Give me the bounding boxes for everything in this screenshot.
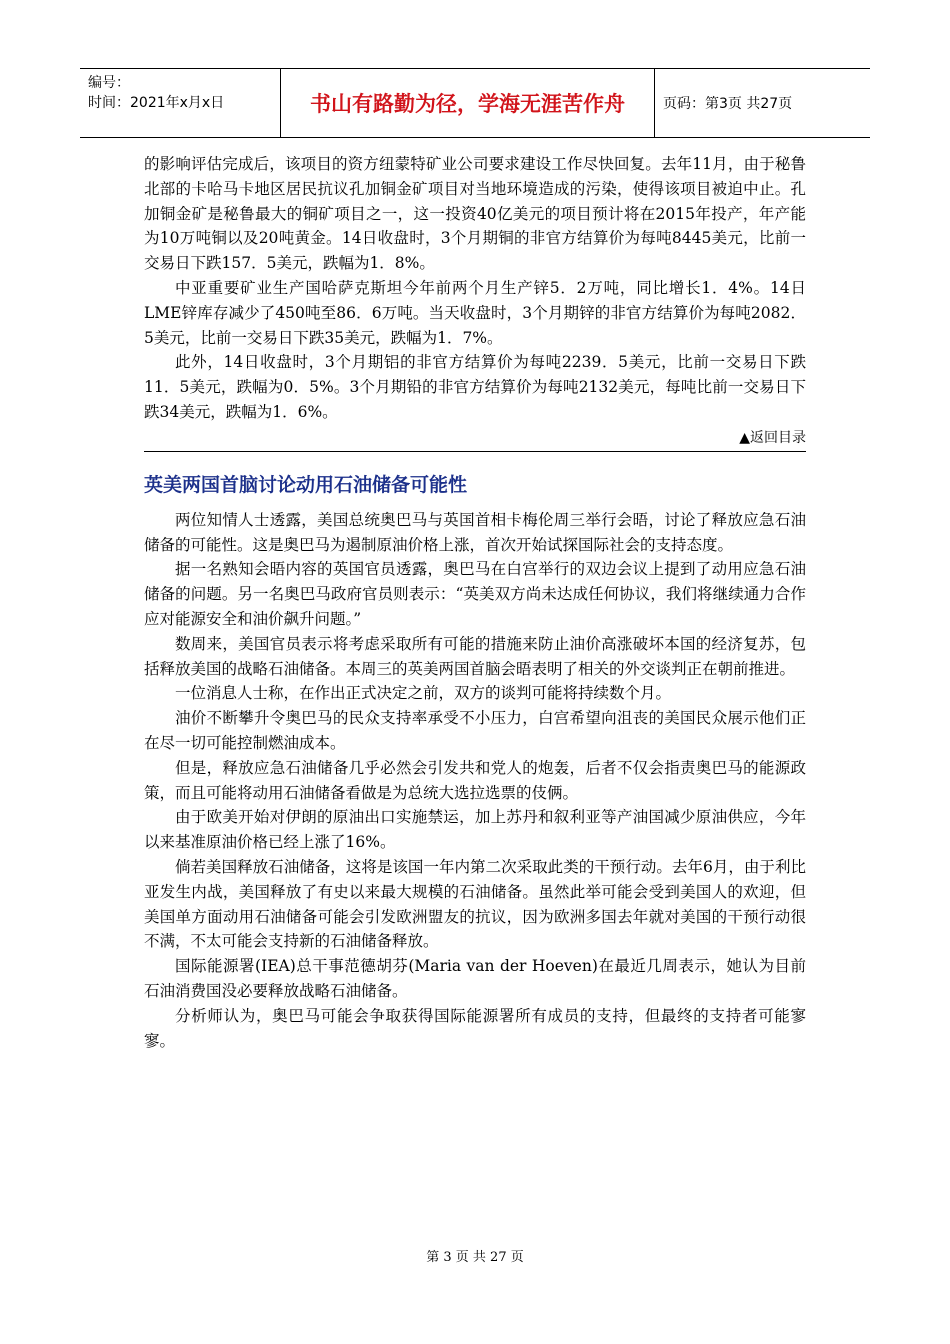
document-body xyxy=(144,152,806,1053)
paragraph: 数周来，美国官员表示将考虑采取所有可能的措施来防止油价高涨破坏本国的经济复苏，包括释放美国的战略石油储备。本周三的英美两国首脑会晤表明了相关的外交谈判正在朝前推进。 xyxy=(144,634,806,678)
time-label: 时间：2021年x月x日 xyxy=(88,95,225,111)
paragraph: 油价不断攀升令奥巴马的民众支持率承受不小压力，白宫希望向沮丧的美国民众展示他们正在尽一切可能控制燃油成本。 xyxy=(144,709,806,752)
page-header xyxy=(80,68,870,138)
header-page-info: 页码：第3页 共27页 xyxy=(663,96,793,112)
paragraph: 但是，释放应急石油储备几乎必然会引发共和党人的炮轰，后者不仅会指责奥巴马的能源政策，而且可能将动用石油储备看做是为总统大选拉选票的伎俩。 xyxy=(144,758,806,802)
paragraph: 国际能源署(IEA)总干事范德胡芬(Maria van der Hoeven)在最近几周表示，她认为目前石油消费国没必要释放战略石油储备。 xyxy=(144,957,806,1000)
paragraph: 中亚重要矿业生产国哈萨克斯坦今年前两个月生产锌5．2万吨，同比增长1．4%。14日LME锌库存减少了450吨至86．6万吨。当天收盘时，3个月期锌的非官方结算价为每吨2082．5美元，比前一交易日下跌35美元，跌幅为1．7%。 xyxy=(144,278,806,347)
header-motto: 书山有路勤为径，学海无涯苦作舟 xyxy=(280,69,655,137)
paragraph: 分析师认为，奥巴马可能会争取获得国际能源署所有成员的支持，但最终的支持者可能寥寥。 xyxy=(144,1006,806,1050)
paragraph: 此外，14日收盘时，3个月期铝的非官方结算价为每吨2239．5美元，比前一交易日下跌11．5美元，跌幅为0．5%。3个月期铅的非官方结算价为每吨2132美元，每吨比前一交易日下跌34美元，跌幅为1．6%。 xyxy=(144,353,806,421)
number-label: 编号： xyxy=(88,75,130,91)
page-footer: 第 3 页 共 27 页 xyxy=(426,1250,524,1265)
header-meta xyxy=(80,69,280,137)
paragraph: 两位知情人士透露，美国总统奥巴马与英国首相卡梅伦周三举行会晤，讨论了释放应急石油储备的可能性。这是奥巴马为遏制原油价格上涨，首次开始试探国际社会的支持态度。 xyxy=(144,510,806,554)
paragraph: 由于欧美开始对伊朗的原油出口实施禁运，加上苏丹和叙利亚等产油国减少原油供应，今年以来基准原油价格已经上涨了16%。 xyxy=(144,808,806,852)
paragraph: 的影响评估完成后，该项目的资方纽蒙特矿业公司要求建设工作尽快回复。去年11月，由于秘鲁北部的卡哈马卡地区居民抗议孔加铜金矿项目对当地环境造成的污染，使得该项目被迫中止。孔加铜金矿是秘鲁最大的铜矿项目之一，这一投资40亿美元的项目预计将在2015年投产，年产能为10万吨铜以及20吨黄金。14日收盘时，3个月期铜的非官方结算价为每吨8445美元，比前一交易日下跌157．5美元，跌幅为1．8%。 xyxy=(144,155,806,273)
back-to-contents-link[interactable]: ▲返回目录 xyxy=(144,427,806,452)
paragraph: 倘若美国释放石油储备，这将是该国一年内第二次采取此类的干预行动。去年6月，由于利比亚发生内战，美国释放了有史以来最大规模的石油储备。虽然此举可能会受到美国人的欢迎，但美国单方面动用石油储备可能会引发欧洲盟友的抗议，因为欧洲多国去年就对美国的干预行动很不满，不太可能会支持新的石油储备释放。 xyxy=(144,857,806,951)
paragraph: 据一名熟知会晤内容的英国官员透露，奥巴马在白宫举行的双边会议上提到了动用应急石油储备的问题。另一名奥巴马政府官员则表示：“英美双方尚未达成任何协议，我们将继续通力合作应对能源安全和油价飙升问题。” xyxy=(144,560,806,628)
paragraph: 一位消息人士称，在作出正式决定之前，双方的谈判可能将持续数个月。 xyxy=(175,684,672,703)
section-title: 英美两国首脑讨论动用石油储备可能性 xyxy=(144,473,468,496)
